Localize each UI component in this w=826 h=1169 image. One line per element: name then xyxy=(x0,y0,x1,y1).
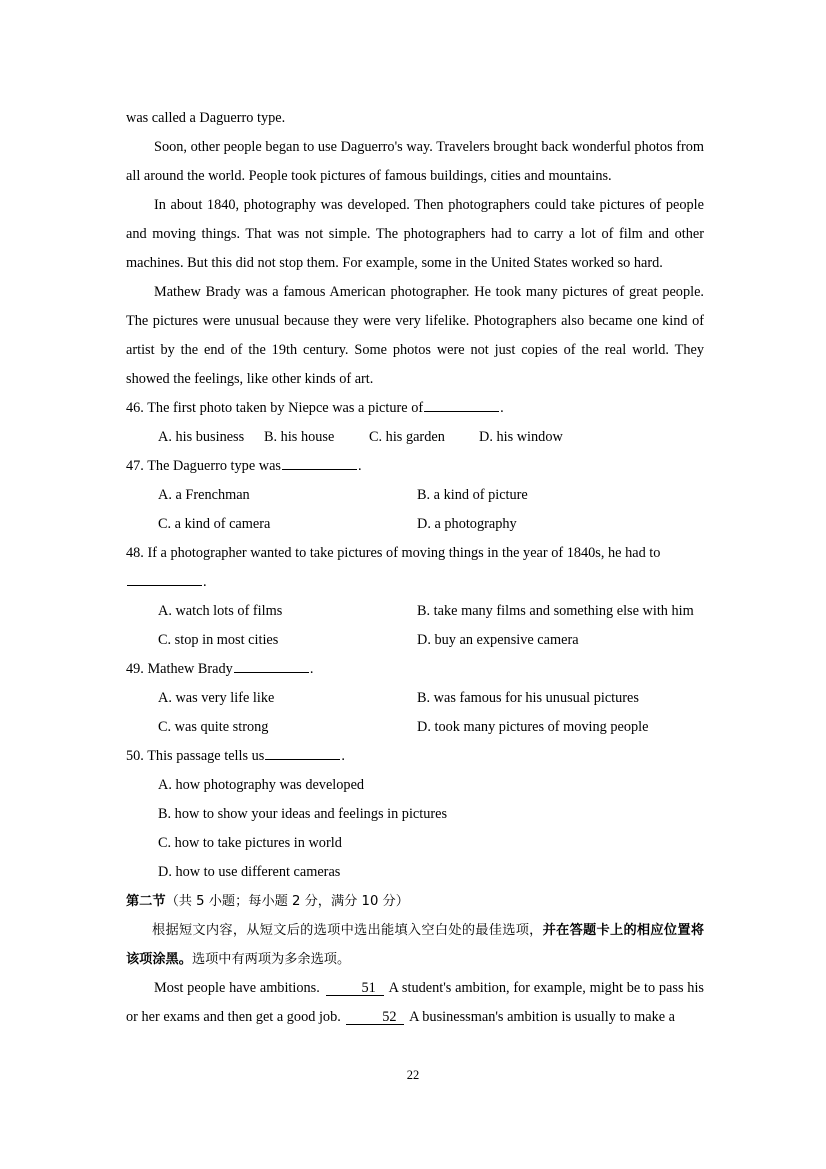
question-text-end: . xyxy=(341,748,345,764)
passage-line: Mathew Brady was a famous American photographer. He took many pictures of great people. The pictures were unusual because they were very lifelike. Photographers also became one kind of artist by the end of the 19th century. Some photos were not just copies of the real world. They showed the feelings, like other kinds of art. xyxy=(126,284,704,387)
question-number: 49. xyxy=(126,661,144,677)
question-text: If a photographer wanted to take pictures of moving things in the year of 1840s, he had to xyxy=(147,545,661,561)
option-grid-line xyxy=(158,626,704,655)
option-grid xyxy=(126,597,704,655)
option-b[interactable]: B. how to show your ideas and feelings in pictures xyxy=(158,806,448,822)
cloze-text-3: A businessman's ambition is usually to make a xyxy=(409,1009,676,1025)
question-number: 50. xyxy=(126,748,144,764)
option-d[interactable]: D. his window xyxy=(479,429,563,445)
question-text-end: . xyxy=(203,574,207,590)
question-stem xyxy=(126,539,704,597)
option-grid-line xyxy=(158,597,704,626)
cloze-passage xyxy=(126,974,704,1032)
instruction-part-2: 选项中有两项为多余选项。 xyxy=(191,952,351,967)
page-number: 22 xyxy=(406,1068,420,1082)
answer-blank[interactable] xyxy=(127,572,202,586)
answer-blank[interactable] xyxy=(234,659,309,673)
option-grid-line xyxy=(158,481,704,510)
passage-line: was called a Daguerro type. xyxy=(126,110,286,126)
section-2-points: （共 5 小题；每小题 2 分，满分 10 分） xyxy=(165,894,409,909)
option-grid xyxy=(126,684,704,742)
question-stem xyxy=(126,452,704,481)
document-page xyxy=(126,0,704,1032)
question-number: 48. xyxy=(126,545,144,561)
passage-line: Soon, other people began to use Daguerro's way. Travelers brought back wonderful photos from all around the world. People took pictures of famous buildings, cities and mountains. xyxy=(126,139,704,184)
option-a[interactable]: A. a Frenchman xyxy=(158,487,250,503)
option-b[interactable]: B. his house xyxy=(264,429,335,445)
question-text: Mathew Brady xyxy=(147,661,233,677)
passage-line: In about 1840, photography was developed. Then photographers could take pictures of people and moving things. That was not simple. The photographers had to carry a lot of film and other machines. But this did not stop them. For example, some in the United States worked so hard. xyxy=(126,197,704,271)
option-grid-line xyxy=(158,684,704,713)
question-text: The first photo taken by Niepce was a picture of xyxy=(147,400,424,416)
answer-blank[interactable] xyxy=(282,456,357,470)
option-grid-line xyxy=(158,510,704,539)
option-d[interactable]: D. a photography xyxy=(417,516,517,532)
question-number: 46. xyxy=(126,400,144,416)
question-46 xyxy=(126,394,704,452)
cloze-blank-51[interactable]: 51 xyxy=(326,981,384,996)
top-margin xyxy=(126,0,704,104)
option-stack xyxy=(126,771,704,887)
option-b[interactable]: B. was famous for his unusual pictures xyxy=(417,690,639,706)
question-text: The Daguerro type was xyxy=(147,458,281,474)
option-a[interactable]: A. how photography was developed xyxy=(158,777,365,793)
question-stem xyxy=(126,655,704,684)
section-2-instruction xyxy=(126,916,704,974)
question-text: This passage tells us xyxy=(147,748,265,764)
cloze-text-1: Most people have ambitions. xyxy=(154,980,320,996)
option-c[interactable]: C. stop in most cities xyxy=(158,632,279,648)
option-grid-line xyxy=(158,713,704,742)
question-50 xyxy=(126,742,704,887)
section-2-title: 第二节 xyxy=(126,894,166,909)
option-grid xyxy=(126,481,704,539)
question-48 xyxy=(126,539,704,655)
option-c[interactable]: C. was quite strong xyxy=(158,719,269,735)
question-stem xyxy=(126,394,704,423)
section-2-heading xyxy=(126,887,704,916)
question-47 xyxy=(126,452,704,539)
option-a[interactable]: A. was very life like xyxy=(158,690,275,706)
option-a[interactable]: A. his business xyxy=(158,429,245,445)
option-c[interactable]: C. his garden xyxy=(369,429,445,445)
answer-blank[interactable] xyxy=(265,746,340,760)
option-d[interactable]: D. took many pictures of moving people xyxy=(417,719,649,735)
option-d[interactable]: D. buy an expensive camera xyxy=(417,632,579,648)
option-b[interactable]: B. take many films and something else with him xyxy=(417,603,694,619)
question-number: 47. xyxy=(126,458,144,474)
answer-blank[interactable] xyxy=(424,398,499,412)
cloze-blank-52[interactable]: 52 xyxy=(346,1010,404,1025)
question-text-end: . xyxy=(500,400,504,416)
instruction-bold: 并在答题卡上的相应位置将该项涂黑。 xyxy=(126,923,705,967)
reading-passage xyxy=(126,104,704,394)
question-stem xyxy=(126,742,704,771)
option-b[interactable]: B. a kind of picture xyxy=(417,487,528,503)
option-c[interactable]: C. how to take pictures in world xyxy=(158,835,342,851)
option-a[interactable]: A. watch lots of films xyxy=(158,603,283,619)
instruction-part-1: 根据短文内容，从短文后的选项中选出能填入空白处的最佳选项， xyxy=(152,923,543,938)
option-c[interactable]: C. a kind of camera xyxy=(158,516,271,532)
question-text-end: . xyxy=(309,661,314,677)
question-49 xyxy=(126,655,704,742)
option-row xyxy=(126,423,704,452)
question-text-end: . xyxy=(358,458,362,474)
page-footer xyxy=(0,1068,826,1083)
cloze-text-2: A student's ambition, for example, might be to pass his or her exams and then get a good job. xyxy=(126,980,704,1025)
option-d[interactable]: D. how to use different cameras xyxy=(158,864,341,880)
